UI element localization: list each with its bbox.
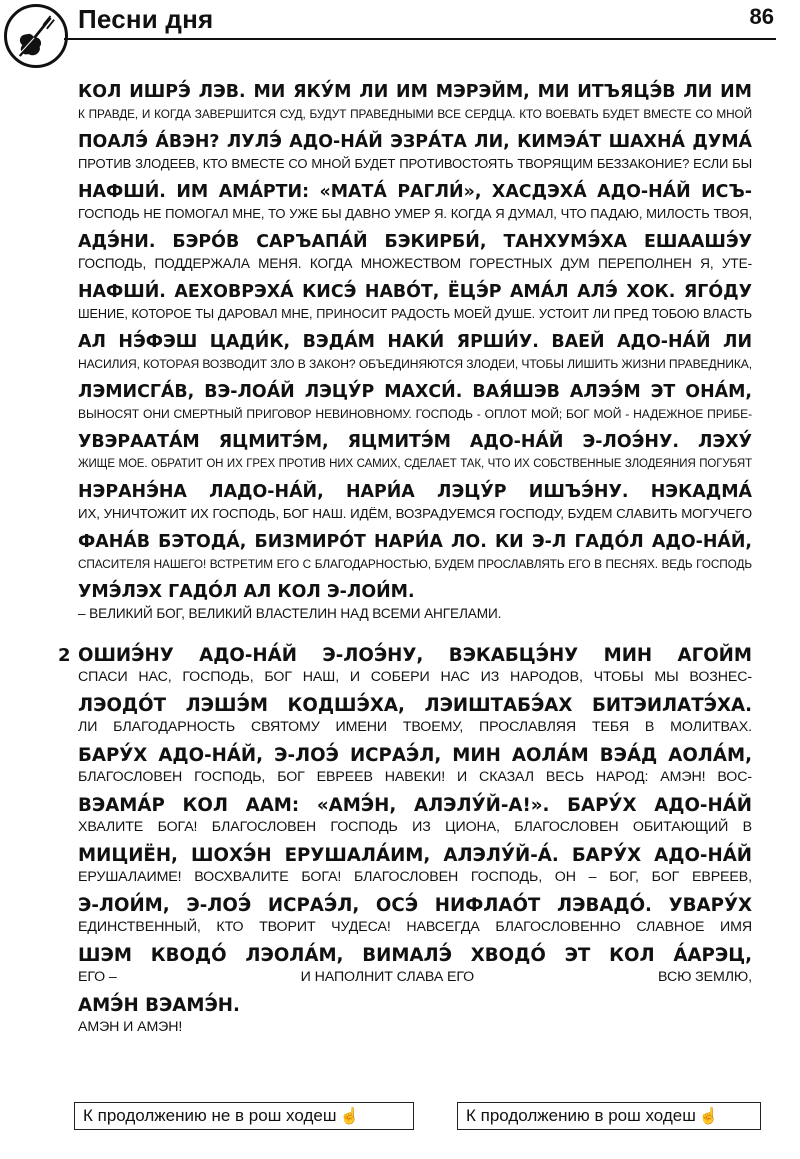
verse-line [78, 993, 752, 1036]
verse-2 [58, 643, 752, 1036]
verse-number: 2 [58, 645, 71, 666]
verse-1 [78, 80, 752, 623]
translation-line: ГОСПОДЬ, ПОДДЕРЖАЛА МЕНЯ. КОГДА МНОЖЕСТВОМ ГОРЕСТНЫХ ДУМ ПЕРЕПОЛНЕН Я, УТЕ- [78, 256, 752, 271]
verse-line [78, 330, 752, 373]
translation-line: СПАСИ НАС, ГОСПОДЬ, БОГ НАШ, И СОБЕРИ НАС ИЗ НАРОДОВ, ЧТОБЫ МЫ ВОЗНЕС- [78, 669, 752, 685]
transliteration-line: КОЛ ИШРЭ́ ЛЭВ. МИ ЯКУ́М ЛИ ИМ МЭРЭЙМ, МИ ИТЪЯЦЭ́В ЛИ ИМ [78, 82, 752, 102]
translation-line: НАСИЛИЯ, КОТОРАЯ ВОЗВОДИТ ЗЛО В ЗАКОН? ОБЪЕДИНЯЮТСЯ ЗЛОДЕИ, ЧТОБЫ ЛИШИТЬ ЖИЗНИ ПРАВЕДНИКА, [78, 357, 752, 371]
transliteration-line: НЭРАНЭ́НА ЛАДО-НА́Й, НАРИ́А ЛЭЦУ́Р ИШЪЭ́НУ. НЭКАДМА́ [78, 482, 752, 502]
transliteration-line: МИЦИЁН, ШОХЭ́Н ЕРУШАЛА́ИМ, АЛЭЛУ́Й-А́. БАРУ́Х АДО-НА́Й [78, 845, 752, 866]
transliteration-line: АДЭ́НИ. БЭРО́В САРЪАПА́Й БЭКИРБИ́, ТАНХУМЭ́ХА ЕШААШЭ́У [78, 232, 752, 252]
transliteration-line: ОШИЭ́НУ АДО-НА́Й Э-ЛОЭ́НУ, ВЭКАБЦЭ́НУ МИН АГОЙМ [78, 645, 752, 666]
translation-line: ЖИЩЕ МОЕ. ОБРАТИТ ОН ИХ ГРЕХ ПРОТИВ НИХ САМИХ, СДЕЛАЕТ ТАК, ЧТО ИХ СОБСТВЕННЫЕ ЗЛОДЕЯНИЯ ПОГУБЯТ [78, 458, 752, 470]
pointing-hand-icon: ☝ [339, 1108, 360, 1125]
transliteration-line: УВЭРААТА́М ЯЦМИТЭ́М, ЯЦМИТЭ́М АДО-НА́Й Э-ЛОЭ́НУ. ЛЭХУ́ [78, 432, 752, 452]
pointing-hand-icon: ☝ [698, 1108, 719, 1125]
verse-line [78, 380, 752, 423]
verse-line [78, 480, 752, 523]
transliteration-line: АМЭ́Н ВЭАМЭ́Н. [78, 995, 240, 1016]
button-label: К продолжению не в рош ходеш [83, 1106, 337, 1125]
verse-line [78, 280, 752, 323]
page-title: Песни дня [78, 4, 214, 34]
button-label: К продолжению в рош ходеш [466, 1106, 696, 1125]
verse-line [78, 530, 752, 573]
verse-line [78, 430, 752, 473]
transliteration-line: НАФШИ́. ИМ АМА́РТИ: «МАТА́ РАГЛИ́», ХАСДЭХА́ АДО-НА́Й ИСЪ- [78, 182, 752, 202]
transliteration-line: УМЭ́ЛЭХ ГАДО́Л АЛ КОЛ Э-ЛОИ́М. [78, 582, 415, 602]
song-text [58, 80, 752, 1043]
translation-line: ЛИ БЛАГОДАРНОСТЬ СВЯТОМУ ИМЕНИ ТВОЕМУ, ПРОСЛАВЛЯЯ ТЕБЯ В МОЛИТВАХ. [78, 719, 752, 735]
violin-icon [4, 4, 68, 68]
transliteration-line: ФАНА́В БЭТОДА́, БИЗМИРО́Т НАРИ́А ЛО. КИ Э-Л ГАДО́Л АДО-НА́Й, [78, 532, 752, 552]
verse-line [78, 180, 752, 223]
translation-line: ИХ, УНИЧТОЖИТ ИХ ГОСПОДЬ, БОГ НАШ. ИДЁМ, ВОЗРАДУЕМСЯ ГОСПОДУ, БУДЕМ СЛАВИТЬ МОГУЧЕГО [78, 506, 752, 521]
verse-line [78, 693, 752, 736]
header-divider [64, 38, 776, 40]
verse-line [78, 793, 752, 836]
transliteration-line: НАФШИ́. АЕХОВРЭХА́ КИСЭ́ HАВО́Т, ЁЦЭ́Р АМА́Л АЛЭ́ ХОК. ЯГО́ДУ [78, 282, 752, 302]
translation-line: ХВАЛИТЕ БОГА! БЛАГОСЛОВЕН ГОСПОДЬ ИЗ ЦИОНА, БЛАГОСЛОВЕН ОБИТАЮЩИЙ В [78, 819, 752, 835]
translation-fragment: ВСЮ ЗЕМЛЮ, [658, 969, 752, 985]
translation-line-split [78, 968, 752, 986]
transliteration-line: ЛЭОДО́Т ЛЭШЭ́М КОДШЭ́ХА, ЛЭИШТАБЭ́АХ БИТЭИЛАТЭ́ХА. [78, 695, 752, 716]
verse-line [78, 580, 752, 623]
translation-line: АМЭН И АМЭН! [78, 1019, 183, 1035]
verse-line [78, 230, 752, 273]
verse-line [78, 843, 752, 886]
page-header [0, 0, 800, 72]
translation-line: ГОСПОДЬ НЕ ПОМОГАЛ МНЕ, ТО УЖЕ БЫ ДАВНО УМЕР Я. КОГДА Я ДУМАЛ, ЧТО ПАДАЮ, МИЛОСТЬ ТВОЯ, [78, 206, 752, 221]
transliteration-line: ПОАЛЭ́ А́ВЭН? ЛУЛЭ́ АДО-НА́Й ЭЗРА́ТА ЛИ, КИМЭА́Т ШАХНА́ ДУМА́ [78, 132, 752, 152]
verse-line [78, 943, 752, 986]
verse-line [78, 893, 752, 936]
continue-rosh-hodesh-button[interactable] [457, 1102, 761, 1130]
transliteration-line: АЛ НЭ́ФЭШ ЦАДИ́К, ВЭДА́М НАКИ́ ЯРШИ́У. ВАЕЙ АДО-НА́Й ЛИ [78, 332, 752, 352]
verse-line [78, 130, 752, 173]
transliteration-line: ШЭМ КВОДО́ ЛЭОЛА́М, ВИМАЛЭ́ ХВОДО́ ЭТ КОЛ А́АРЭЦ, [78, 945, 752, 966]
translation-line: ЕДИНСТВЕННЫЙ, КТО ТВОРИТ ЧУДЕСА! НАВСЕГДА БЛАГОСЛОВЕННО СЛАВНОЕ ИМЯ [78, 919, 752, 935]
page-footer [0, 1102, 800, 1132]
translation-line: – ВЕЛИКИЙ БОГ, ВЕЛИКИЙ ВЛАСТЕЛИН НАД ВСЕМИ АНГЕЛАМИ. [78, 606, 502, 621]
translation-fragment: И НАПОЛНИТ СЛАВА ЕГО [300, 969, 475, 985]
transliteration-line: Э-ЛОИ́М, Э-ЛОЭ́ ИСРАЭ́Л, ОСЭ́ НИФЛАО́Т ЛЭВАДО́. УВАРУ́Х [78, 895, 752, 916]
translation-line: ШЕНИЕ, КОТОРОЕ ТЫ ДАРОВАЛ МНЕ, ПРИНОСИТ РАДОСТЬ МОЕЙ ДУШЕ. УСТОИТ ЛИ ПРЕД ТОБОЮ ВЛАСТЬ [78, 307, 752, 321]
transliteration-line: БАРУ́Х АДО-НА́Й, Э-ЛОЭ́ ИСРАЭ́Л, МИН АОЛА́М ВЭА́Д АОЛА́М, [78, 745, 752, 766]
verse-line [78, 743, 752, 786]
page-number: 86 [749, 4, 774, 29]
transliteration-line: ВЭАМА́Р КОЛ ААМ: «АМЭ́Н, АЛЭЛУ́Й-А!». БАРУ́Х АДО-НА́Й [78, 795, 752, 816]
continue-not-rosh-hodesh-button[interactable] [74, 1102, 414, 1130]
transliteration-line: ЛЭМИСГА́В, ВЭ-ЛОА́Й ЛЭЦУ́Р МАХСИ́. ВАЯ́ШЭВ АЛЭЭ́М ЭТ ОНА́М, [78, 382, 752, 402]
translation-fragment: ЕГО – [78, 969, 117, 985]
translation-line: БЛАГОСЛОВЕН ГОСПОДЬ, БОГ ЕВРЕЕВ НАВЕКИ! И СКАЗАЛ ВЕСЬ НАРОД: АМЭН! ВОС- [78, 769, 752, 785]
translation-line: СПАСИТЕЛЯ НАШЕГО! ВСТРЕТИМ ЕГО С БЛАГОДАРНОСТЬЮ, БУДЕМ ПРОСЛАВЛЯТЬ ЕГО В ПЕСНЯХ. ВЕДЬ ГОСПОДЬ [78, 557, 752, 571]
translation-line: ЕРУШАЛАИМЕ! ВОСХВАЛИТЕ БОГА! БЛАГОСЛОВЕН ГОСПОДЬ, ОН – БОГ, БОГ ЕВРЕЕВ, [78, 869, 752, 885]
translation-line: К ПРАВДЕ, И КОГДА ЗАВЕРШИТСЯ СУД, БУДУТ ПРАВЕДНЫМИ ВСЕ СЕРДЦА. КТО ВОЕВАТЬ БУДЕТ ВМЕСТЕ СО МНОЙ [78, 107, 752, 121]
verse-line [78, 643, 752, 686]
translation-line: ВЫНОСЯТ ОНИ СМЕРТНЫЙ ПРИГОВОР НЕВИНОВНОМУ. ГОСПОДЬ - ОПЛОТ МОЙ; БОГ МОЙ - НАДЕЖНОЕ ПРИБЕ- [78, 407, 752, 421]
translation-line: ПРОТИВ ЗЛОДЕЕВ, КТО ВМЕСТЕ СО МНОЙ БУДЕТ ПРОТИВОСТОЯТЬ ТВОРЯЩИМ БЕЗЗАКОНИЕ? ЕСЛИ БЫ [78, 156, 752, 171]
verse-line [78, 80, 752, 123]
